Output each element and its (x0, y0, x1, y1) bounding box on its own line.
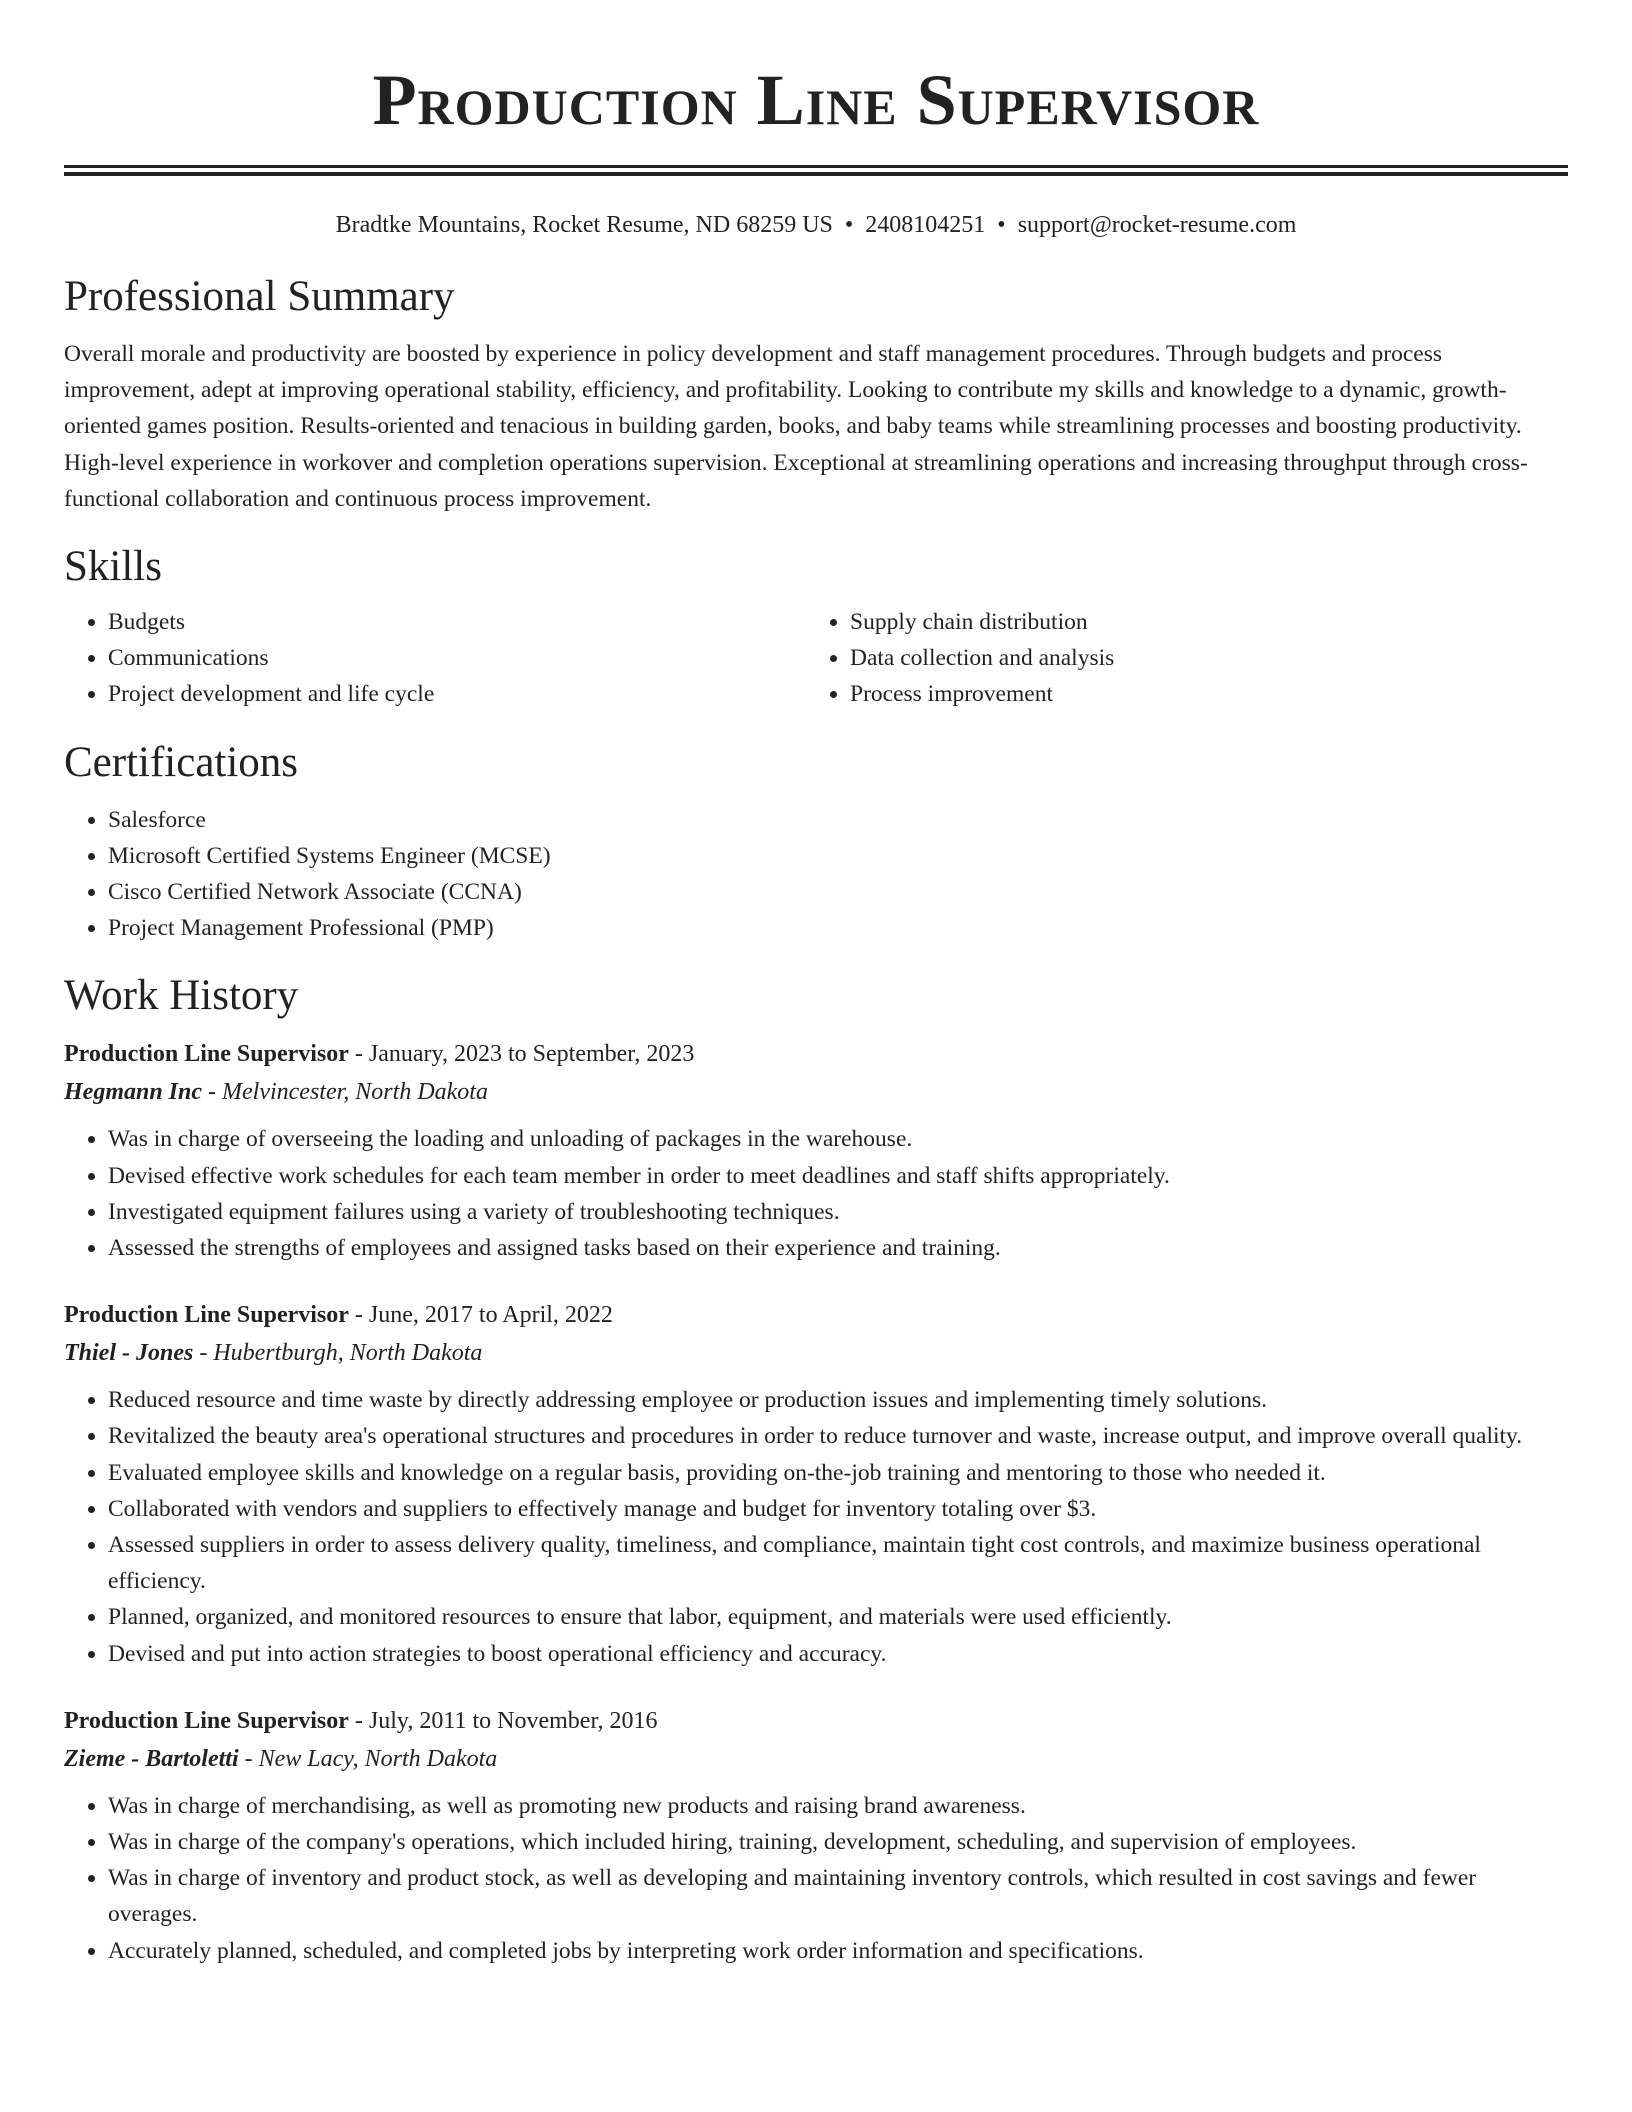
work-history-heading: Work History (64, 972, 299, 1020)
skill-item: • Supply chain distribution (850, 604, 1548, 640)
resume-title: Production Line Supervisor (372, 60, 1260, 140)
certification-item: • Cisco Certified Network Associate (CCNA) (108, 874, 1568, 910)
job-bullet: • Devised and put into action strategies to boost operational efficiency and accuracy. (108, 1636, 1568, 1672)
job-location: - Hubertburgh, North Dakota (193, 1340, 483, 1367)
job-title: Production Line Supervisor (64, 1041, 349, 1068)
summary-text: Overall morale and productivity are boosted by experience in policy development and staff management procedures. Through budgets and process improvement, adept at improving operational stability, efficiency, and profitability. Looking to contribute my skills and knowledge to a dynamic, growth-oriented games position. Results-oriented and tenacious in building garden, books, and baby teams while streamlining processes and boosting productivity. High-level experience in workover and completion operations supervision. Exceptional at streamlining operations and increasing throughput through cross-functional collaboration and continuous process improvement. (64, 341, 1528, 512)
certification-item: • Salesforce (108, 802, 1568, 838)
job-company: Hegmann Inc (64, 1079, 203, 1106)
contact-line (64, 210, 1568, 240)
skill-item: • Process improvement (850, 676, 1548, 712)
job-bullets (64, 1788, 1568, 1969)
job-title-line (64, 1702, 1568, 1740)
skill-item: • Budgets (108, 604, 806, 640)
job-dates: - July, 2011 to November, 2016 (348, 1707, 658, 1734)
job-bullet: • Assessed the strengths of employees and assigned tasks based on their experience and training. (108, 1230, 1568, 1266)
certifications-list (64, 802, 1568, 947)
skills-column-right (806, 604, 1548, 713)
job-bullet: • Revitalized the beauty area's operational structures and procedures in order to reduce turnover and waste, increase output, and improve overall quality. (108, 1418, 1568, 1454)
certification-item: • Project Management Professional (PMP) (108, 910, 1568, 946)
certifications-heading: Certifications (64, 738, 299, 786)
skill-item: • Project development and life cycle (108, 676, 806, 712)
skills-column-left (64, 604, 806, 713)
job-bullet: • Assessed suppliers in order to assess delivery quality, timeliness, and compliance, maintain tight cost controls, and maximize business operational efficiency. (108, 1527, 1568, 1599)
job-bullet: • Reduced resource and time waste by directly addressing employee or production issues and implementing timely solutions. (108, 1382, 1568, 1418)
title-divider-bottom (64, 172, 1568, 176)
job-bullet: • Evaluated employee skills and knowledge on a regular basis, providing on-the-job training and mentoring to those who needed it. (108, 1455, 1568, 1491)
job-bullet: • Planned, organized, and monitored resources to ensure that labor, equipment, and materials were used efficiently. (108, 1599, 1568, 1635)
job-dates: - January, 2023 to September, 2023 (348, 1041, 695, 1068)
job-company: Zieme - Bartoletti (64, 1745, 239, 1772)
job-title-line (64, 1296, 1568, 1334)
job-bullet: • Was in charge of inventory and product stock, as well as developing and maintaining inventory controls, which resulted in cost savings and fewer overages. (108, 1860, 1568, 1932)
job-location: - Melvincester, North Dakota (202, 1079, 488, 1106)
job-bullets (64, 1121, 1568, 1266)
skill-item: • Data collection and analysis (850, 640, 1548, 676)
job-bullet: • Investigated equipment failures using a variety of troubleshooting techniques. (108, 1194, 1568, 1230)
job-bullet: • Was in charge of overseeing the loading and unloading of packages in the warehouse. (108, 1121, 1568, 1157)
job-dates: - June, 2017 to April, 2022 (348, 1302, 613, 1329)
job-title: Production Line Supervisor (64, 1302, 349, 1329)
job-company: Thiel - Jones (64, 1340, 194, 1367)
job-company-line (64, 1740, 1568, 1778)
contact-separator: • (997, 212, 1006, 238)
summary-heading: Professional Summary (64, 273, 455, 320)
job-bullet: • Accurately planned, scheduled, and completed jobs by interpreting work order information and specifications. (108, 1933, 1568, 1969)
job-location: - New Lacy, North Dakota (238, 1745, 498, 1772)
job-bullet: • Was in charge of the company's operations, which included hiring, training, development, scheduling, and supervision of employees. (108, 1824, 1568, 1860)
job-entry (64, 1035, 1568, 1266)
job-title-line (64, 1035, 1568, 1073)
certification-item: • Microsoft Certified Systems Engineer (MCSE) (108, 838, 1568, 874)
title-divider-top (64, 165, 1568, 168)
job-title: Production Line Supervisor (64, 1707, 349, 1734)
job-entry (64, 1702, 1568, 1969)
contact-separator: • (844, 212, 854, 238)
job-bullet: • Devised effective work schedules for each team member in order to meet deadlines and staff shifts appropriately. (108, 1158, 1568, 1194)
contact-address: Bradtke Mountains, Rocket Resume, ND 68259 US (335, 212, 833, 238)
job-entry (64, 1296, 1568, 1672)
job-company-line (64, 1334, 1568, 1372)
contact-email: support@rocket-resume.com (1017, 212, 1297, 238)
contact-phone: 2408104251 (865, 212, 986, 238)
skills-heading: Skills (64, 543, 162, 591)
skill-item: • Communications (108, 640, 806, 676)
job-bullets (64, 1382, 1568, 1672)
job-bullet: • Collaborated with vendors and suppliers to effectively manage and budget for inventory totaling over $3. (108, 1491, 1568, 1527)
skills-list (64, 604, 1568, 713)
job-bullet: • Was in charge of merchandising, as well as promoting new products and raising brand awareness. (108, 1788, 1568, 1824)
job-company-line (64, 1073, 1568, 1111)
